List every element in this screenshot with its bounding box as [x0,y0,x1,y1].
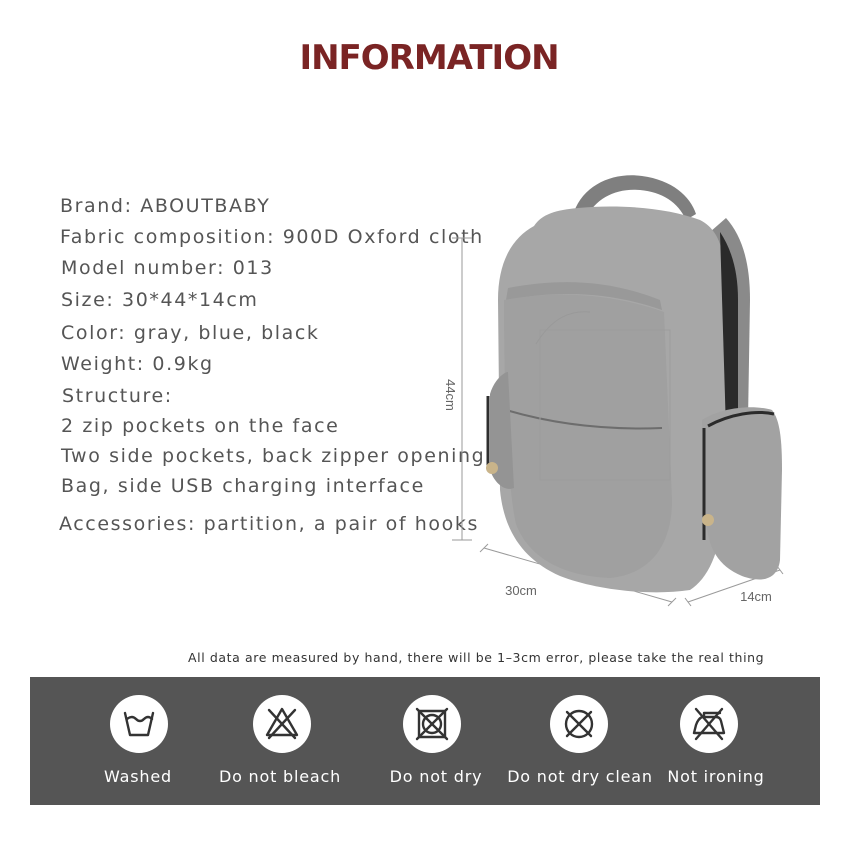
wash-basin-icon [110,695,168,753]
care-instructions-band [30,677,820,805]
care-item-no-bleach [200,677,360,805]
care-item-no-dry [356,677,516,805]
no-tumble-dry-icon [403,695,461,753]
spec-structure-line1: 2 zip pockets on the face [61,415,340,437]
spec-color: Color: gray, blue, black [61,322,320,344]
spec-structure-heading: Structure: [62,385,173,407]
spec-structure-line2: Two side pockets, back zipper opening [61,445,486,467]
spec-model: Model number: 013 [61,257,274,279]
care-item-washed [58,677,218,805]
spec-structure-line3: Bag, side USB charging interface [61,475,425,497]
page-title: INFORMATION [299,38,559,78]
no-bleach-icon [253,695,311,753]
no-iron-icon [680,695,738,753]
spec-size: Size: 30*44*14cm [61,289,259,311]
care-item-no-ironing [636,677,796,805]
depth-label: 14cm [740,589,772,604]
spec-weight: Weight: 0.9kg [61,353,214,375]
care-label-no-bleach: Do not bleach [218,767,342,786]
care-label-no-dry-clean: Do not dry clean [507,767,653,786]
spec-accessories: Accessories: partition, a pair of hooks [59,513,479,535]
spec-brand: Brand: ABOUTBABY [60,195,271,217]
no-dry-clean-icon [550,695,608,753]
spec-fabric: Fabric composition: 900D Oxford cloth [60,226,484,248]
care-label-no-ironing: Not ironing [667,767,765,786]
backpack-illustration [486,175,782,592]
care-label-no-dry: Do not dry [389,767,483,786]
height-label: 44cm [443,379,458,411]
measurement-note: All data are measured by hand, there will be 1–3cm error, please take the real thing [188,650,765,665]
width-label: 30cm [505,583,537,598]
care-label-washed: Washed [104,767,172,786]
